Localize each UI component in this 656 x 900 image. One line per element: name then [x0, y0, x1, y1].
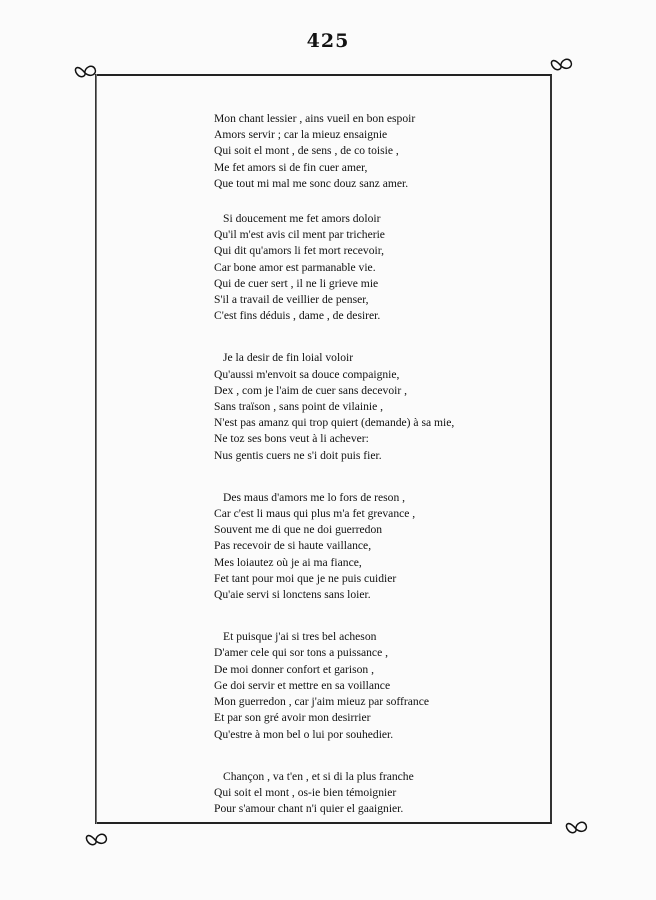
verse-line: Qui soit el mont , de sens , de co toisie ,	[214, 144, 399, 158]
stanza	[214, 769, 544, 818]
verse-line: Mes loiautez où je ai ma fiance,	[214, 555, 362, 569]
stanza	[214, 490, 544, 603]
verse-line: Car bone amor est parmanable vie.	[214, 260, 376, 274]
verse-line: Qu'aussi m'envoit sa douce compaignie,	[214, 367, 400, 381]
verse-line: Et puisque j'ai si tres bel acheson	[223, 630, 377, 644]
verse-line: De moi donner confort et garison ,	[214, 662, 375, 676]
verse-line: Nus gentis cuers ne s'i doit puis fier.	[214, 448, 382, 462]
page-number: 425	[306, 30, 350, 52]
poem-body	[214, 111, 544, 817]
flourish-icon	[563, 816, 589, 842]
verse-line: Qui soit el mont , os-ie bien témoignier	[214, 785, 397, 799]
stanza	[214, 211, 544, 324]
verse-line: Que tout mi mal me sonc douz sanz amer.	[214, 176, 409, 190]
stanza	[214, 629, 544, 742]
verse-line: Dex , com je l'aim de cuer sans decevoir ,	[214, 383, 407, 397]
verse-line: C'est fins déduis , dame , de desirer.	[214, 309, 381, 323]
verse-line: Chançon , va t'en , et si di la plus franche	[223, 769, 414, 783]
verse-line: Qu'estre à mon bel o lui por souhedier.	[214, 727, 394, 741]
flourish-icon	[548, 53, 574, 79]
verse-line: S'il a travail de veillier de penser,	[214, 293, 369, 307]
stanza	[214, 350, 544, 463]
frame-left-inner-rule	[96, 74, 97, 824]
verse-line: Qu'il m'est avis cil ment par tricherie	[214, 228, 385, 242]
verse-line: Des maus d'amors me lo fors de reson ,	[223, 490, 406, 504]
verse-line: Qui dit qu'amors li fet mort recevoir,	[214, 244, 385, 258]
stanza	[214, 111, 544, 192]
verse-line: Mon chant lessier , ains vueil en bon espoir	[214, 112, 416, 125]
flourish-icon	[83, 828, 109, 854]
verse-line: Fet tant pour moi que je ne puis cuidier	[214, 571, 397, 585]
verse-line: Souvent me di que ne doi guerredon	[214, 523, 383, 537]
verse-line: Si doucement me fet amors doloir	[223, 212, 381, 226]
verse-line: Pour s'amour chant n'i quier el gaaignier.	[214, 802, 404, 816]
verse-line: N'est pas amanz qui trop quiert (demande) à sa mie,	[214, 416, 455, 430]
flourish-icon	[72, 60, 98, 86]
verse-line: Qu'aie servi si lonctens sans loier.	[214, 588, 371, 602]
verse-line: Je la desir de fin loial voloir	[223, 351, 354, 365]
verse-line: Amors servir ; car la mieuz ensaignie	[214, 128, 388, 142]
verse-line: Pas recevoir de si haute vaillance,	[214, 539, 372, 553]
verse-line: Et par son gré avoir mon desirrier	[214, 711, 371, 725]
verse-line: Car c'est li maus qui plus m'a fet grevance ,	[214, 507, 416, 521]
verse-line: Qui de cuer sert , il ne li grieve mie	[214, 276, 379, 290]
verse-line: Ne toz ses bons veut à li achever:	[214, 432, 369, 446]
verse-line: D'amer cele qui sor tons a puissance ,	[214, 646, 389, 660]
verse-line: Mon guerredon , car j'aim mieuz par soffrance	[214, 695, 429, 709]
verse-line: Me fet amors si de fin cuer amer,	[214, 160, 368, 174]
verse-line: Sans traïson , sans point de vilainie ,	[214, 400, 384, 414]
verse-line: Ge doi servir et mettre en sa voillance	[214, 678, 391, 692]
